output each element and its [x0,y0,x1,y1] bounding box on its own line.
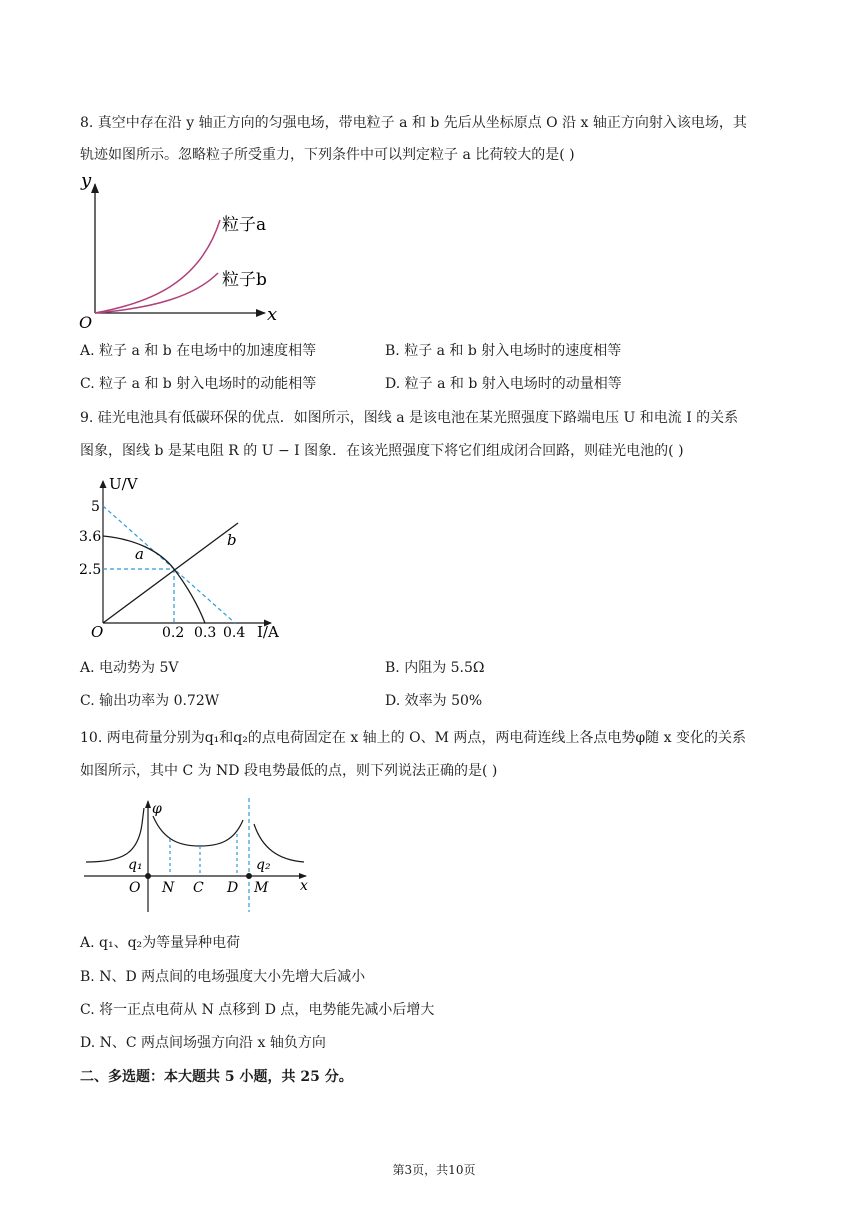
q9-option-a: A. 电动势为 5V [80,660,179,676]
q9-y-axis-label: U/V [109,475,138,493]
q8-origin-label: O [79,313,93,332]
q10-point-c: C [193,880,204,896]
q9-figure [75,473,285,645]
q10-q2-label: q₂ [256,857,271,873]
q10-curve-middle [153,816,243,846]
q10-point-n: N [162,880,175,896]
q10-point-o: O [129,880,141,896]
q8-stem-line2: 轨迹如图所示。忽略粒子所受重力，下列条件中可以判定粒子 a 比荷较大的是( ) [80,147,575,163]
q9-x-axis-label: I/A [257,623,279,641]
q10-option-b: B. N、D 两点间的电场强度大小先增大后减小 [80,969,366,985]
q8-x-label: x [267,304,278,325]
q9-origin-label: O [91,623,104,641]
q8-option-b: B. 粒子 a 和 b 射入电场时的速度相等 [385,343,622,359]
q10-phi-label: φ [152,801,162,817]
q10-curve-left [86,808,144,862]
q8-figure [75,168,285,330]
q9-y-tick-3.6: 3.6 [79,529,102,545]
q10-charge-q2-dot [246,873,252,879]
q9-stem-line1: 9. 硅光电池具有低碳环保的优点．如图所示，图线 a 是该电池在某光照强度下路端电压 U 和电流 I 的关系 [80,410,739,426]
q10-option-c: C. 将一正点电荷从 N 点移到 D 点，电势能先减小后增大 [80,1002,435,1018]
q10-point-m: M [254,880,269,896]
q9-y-tick-2.5: 2.5 [79,562,102,578]
q10-option-d: D. N、C 两点间场强方向沿 x 轴负方向 [80,1035,326,1051]
q8-curve-a-label: 粒子a [222,215,267,235]
q8-option-a: A. 粒子 a 和 b 在电场中的加速度相等 [80,343,317,359]
q8-curve-a [95,220,220,313]
q9-dashed-tangent [103,506,235,623]
q9-option-b: B. 内阻为 5.5Ω [385,660,485,676]
q9-stem-line2: 图象，图线 b 是某电阻 R 的 U − I 图象．在该光照强度下将它们组成闭合回路，则硅光电池的( ) [80,443,684,459]
q9-x-tick-0.2: 0.2 [162,625,185,641]
q10-q1-label: q₁ [128,857,143,873]
q10-charge-q1-dot [145,873,151,879]
q9-option-d: D. 效率为 50% [385,693,483,709]
section-heading: 二、多选题：本大题共 5 小题，共 25 分。 [80,1069,353,1085]
q10-x-label: x [300,878,308,894]
q8-option-c: C. 粒子 a 和 b 射入电场时的动能相等 [80,376,317,392]
q9-x-tick-0.4: 0.4 [223,625,246,641]
q8-curve-b-label: 粒子b [222,270,267,290]
q8-curve-b [95,273,218,313]
q10-stem-line1: 10. 两电荷量分别为q₁和q₂的点电荷固定在 x 轴上的 O、M 两点，两电荷连线上各点电势φ随 x 变化的关系 [80,730,746,746]
q9-line-b [103,523,238,623]
q8-stem-line1: 8. 真空中存在沿 y 轴正方向的匀强电场，带电粒子 a 和 b 先后从坐标原点 O 沿 x 轴正方向射入该电场，其 [80,115,747,131]
q9-curve-a-label: a [135,545,144,563]
q9-option-c: C. 输出功率为 0.72W [80,693,220,709]
q8-y-label: y [81,170,92,191]
q10-figure [82,796,314,916]
q10-option-a: A. q₁、q₂为等量异种电荷 [80,935,241,951]
q9-curve-a [103,536,205,623]
q9-line-b-label: b [227,531,237,549]
q10-point-d: D [227,880,239,896]
q10-stem-line2: 如图所示，其中 C 为 ND 段电势最低的点，则下列说法正确的是( ) [80,763,498,779]
q8-option-d: D. 粒子 a 和 b 射入电场时的动量相等 [385,376,622,392]
q9-x-tick-0.3: 0.3 [194,625,217,641]
page-footer: 第3页，共10页 [392,1163,476,1177]
q9-y-tick-5: 5 [91,499,100,515]
